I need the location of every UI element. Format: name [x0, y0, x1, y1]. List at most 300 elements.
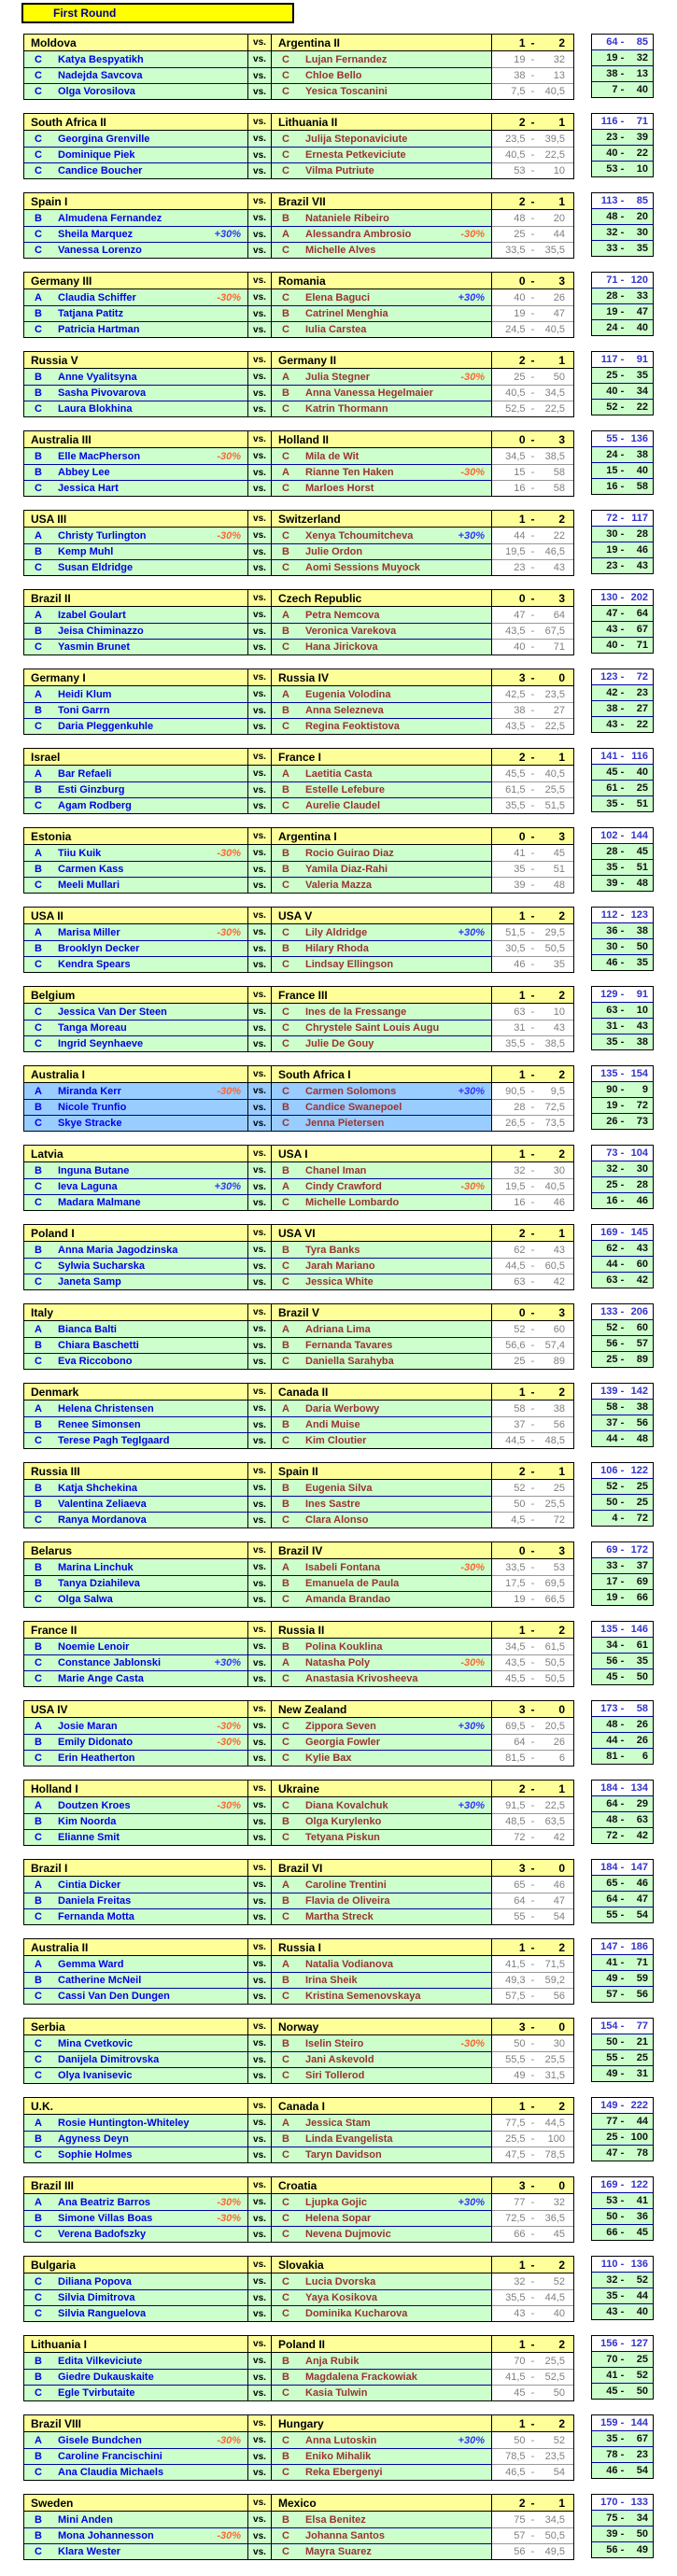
player2-cell[interactable]	[272, 1004, 492, 1020]
match-score-cell[interactable]	[492, 2019, 573, 2034]
player1-cell[interactable]	[24, 2289, 248, 2305]
totals-header-row[interactable]	[592, 273, 653, 288]
player1-cell[interactable]	[24, 2543, 248, 2559]
adjusted-score-row[interactable]	[592, 2049, 653, 2065]
vs-cell[interactable]	[248, 1083, 272, 1099]
player2-cell[interactable]	[272, 51, 492, 67]
adjusted-score-row[interactable]	[592, 1986, 653, 2002]
player2-cell[interactable]	[272, 1353, 492, 1369]
team1-header-cell[interactable]	[24, 1701, 248, 1717]
detail-score-cell[interactable]	[492, 480, 573, 496]
adjusted-score-row[interactable]	[592, 700, 653, 716]
vs-cell[interactable]	[248, 797, 272, 813]
team1-header-cell[interactable]	[24, 2495, 248, 2511]
adjusted-score-row[interactable]	[592, 764, 653, 780]
match-score-cell[interactable]	[492, 749, 573, 765]
match-score-cell[interactable]	[492, 1146, 573, 1161]
vs-cell[interactable]	[248, 1401, 272, 1416]
player1-cell[interactable]	[24, 480, 248, 496]
vs-cell[interactable]	[248, 2051, 272, 2067]
player1-cell[interactable]	[24, 1988, 248, 2004]
detail-score-cell[interactable]	[492, 1559, 573, 1575]
totals-header-row[interactable]	[592, 669, 653, 684]
vs-cell[interactable]	[248, 1274, 272, 1289]
vs-cell[interactable]	[248, 1877, 272, 1893]
player2-cell[interactable]	[272, 1242, 492, 1258]
adjusted-score-row[interactable]	[592, 367, 653, 383]
detail-score-cell[interactable]	[492, 1162, 573, 1178]
player1-cell[interactable]	[24, 369, 248, 385]
player1-cell[interactable]	[24, 2448, 248, 2464]
vs-cell[interactable]	[248, 1654, 272, 1670]
detail-score-cell[interactable]	[492, 543, 573, 559]
adjusted-score-row[interactable]	[592, 637, 653, 653]
team2-header-cell[interactable]	[272, 2415, 492, 2431]
match-score-cell[interactable]	[492, 2098, 573, 2114]
player2-cell[interactable]	[272, 2305, 492, 2321]
vs-cell[interactable]	[248, 2115, 272, 2131]
match-score-cell[interactable]	[492, 1781, 573, 1796]
totals-header-row[interactable]	[592, 1701, 653, 1716]
player2-cell[interactable]	[272, 686, 492, 702]
team2-header-cell[interactable]	[272, 1066, 492, 1082]
player1-cell[interactable]	[24, 1654, 248, 1670]
match-score-cell[interactable]	[492, 114, 573, 130]
totals-header-row[interactable]	[592, 1781, 653, 1795]
player2-cell[interactable]	[272, 1178, 492, 1194]
vs-header-cell[interactable]	[248, 1622, 272, 1638]
player1-cell[interactable]	[24, 2464, 248, 2480]
player2-cell[interactable]	[272, 1829, 492, 1845]
team1-header-cell[interactable]	[24, 1463, 248, 1479]
adjusted-score-row[interactable]	[592, 1081, 653, 1097]
vs-cell[interactable]	[248, 67, 272, 83]
detail-score-cell[interactable]	[492, 1274, 573, 1289]
player1-cell[interactable]	[24, 1337, 248, 1353]
player1-cell[interactable]	[24, 543, 248, 559]
vs-header-cell[interactable]	[248, 1542, 272, 1558]
vs-cell[interactable]	[248, 2527, 272, 2543]
team1-header-cell[interactable]	[24, 35, 248, 50]
match-score-cell[interactable]	[492, 2495, 573, 2511]
match-score-cell[interactable]	[492, 2177, 573, 2193]
vs-cell[interactable]	[248, 1416, 272, 1432]
player2-cell[interactable]	[272, 1559, 492, 1575]
player2-cell[interactable]	[272, 797, 492, 813]
detail-score-cell[interactable]	[492, 1480, 573, 1496]
vs-cell[interactable]	[248, 2385, 272, 2400]
team1-header-cell[interactable]	[24, 2098, 248, 2114]
adjusted-score-row[interactable]	[592, 1351, 653, 1367]
detail-score-cell[interactable]	[492, 1908, 573, 1924]
adjusted-score-row[interactable]	[592, 621, 653, 637]
player1-cell[interactable]	[24, 1877, 248, 1893]
totals-header-row[interactable]	[592, 114, 653, 129]
adjusted-score-row[interactable]	[592, 240, 653, 256]
detail-score-cell[interactable]	[492, 1401, 573, 1416]
adjusted-score-row[interactable]	[592, 2303, 653, 2319]
vs-header-cell[interactable]	[248, 2495, 272, 2511]
team1-header-cell[interactable]	[24, 1304, 248, 1320]
adjusted-score-row[interactable]	[592, 1637, 653, 1653]
team2-header-cell[interactable]	[272, 1542, 492, 1558]
team1-header-cell[interactable]	[24, 193, 248, 209]
team1-header-cell[interactable]	[24, 1146, 248, 1161]
vs-header-cell[interactable]	[248, 1701, 272, 1717]
team2-header-cell[interactable]	[272, 352, 492, 368]
vs-cell[interactable]	[248, 607, 272, 623]
adjusted-score-row[interactable]	[592, 2446, 653, 2462]
vs-cell[interactable]	[248, 1337, 272, 1353]
adjusted-score-row[interactable]	[592, 2113, 653, 2129]
detail-score-cell[interactable]	[492, 401, 573, 416]
team1-header-cell[interactable]	[24, 1939, 248, 1955]
player1-cell[interactable]	[24, 639, 248, 655]
vs-header-cell[interactable]	[248, 1939, 272, 1955]
detail-score-cell[interactable]	[492, 1877, 573, 1893]
adjusted-score-row[interactable]	[592, 303, 653, 319]
player2-cell[interactable]	[272, 1956, 492, 1972]
vs-cell[interactable]	[248, 1432, 272, 1448]
adjusted-score-row[interactable]	[592, 1430, 653, 1446]
team1-header-cell[interactable]	[24, 1384, 248, 1400]
vs-cell[interactable]	[248, 1718, 272, 1734]
totals-header-row[interactable]	[592, 2257, 653, 2272]
vs-cell[interactable]	[248, 877, 272, 893]
adjusted-score-row[interactable]	[592, 319, 653, 335]
player2-cell[interactable]	[272, 1893, 492, 1908]
adjusted-score-row[interactable]	[592, 1732, 653, 1748]
vs-cell[interactable]	[248, 1242, 272, 1258]
player1-cell[interactable]	[24, 226, 248, 242]
adjusted-score-row[interactable]	[592, 2462, 653, 2478]
vs-cell[interactable]	[248, 1639, 272, 1654]
adjusted-score-row[interactable]	[592, 1097, 653, 1113]
detail-score-cell[interactable]	[492, 1639, 573, 1654]
player1-cell[interactable]	[24, 623, 248, 639]
detail-score-cell[interactable]	[492, 1258, 573, 1274]
adjusted-score-row[interactable]	[592, 1954, 653, 1970]
vs-header-cell[interactable]	[248, 352, 272, 368]
vs-cell[interactable]	[248, 924, 272, 940]
vs-cell[interactable]	[248, 1020, 272, 1035]
vs-header-cell[interactable]	[248, 2336, 272, 2352]
detail-score-cell[interactable]	[492, 559, 573, 575]
detail-score-cell[interactable]	[492, 940, 573, 956]
detail-score-cell[interactable]	[492, 369, 573, 385]
adjusted-score-row[interactable]	[592, 383, 653, 399]
vs-cell[interactable]	[248, 401, 272, 416]
player2-cell[interactable]	[272, 131, 492, 147]
detail-score-cell[interactable]	[492, 289, 573, 305]
team2-header-cell[interactable]	[272, 1939, 492, 1955]
player2-cell[interactable]	[272, 2289, 492, 2305]
adjusted-score-row[interactable]	[592, 1192, 653, 1208]
team1-header-cell[interactable]	[24, 352, 248, 368]
vs-cell[interactable]	[248, 1035, 272, 1051]
player2-cell[interactable]	[272, 1654, 492, 1670]
vs-cell[interactable]	[248, 623, 272, 639]
detail-score-cell[interactable]	[492, 1734, 573, 1750]
vs-cell[interactable]	[248, 2067, 272, 2083]
detail-score-cell[interactable]	[492, 2051, 573, 2067]
totals-header-row[interactable]	[592, 1146, 653, 1161]
match-score-cell[interactable]	[492, 1463, 573, 1479]
totals-header-row[interactable]	[592, 511, 653, 526]
vs-cell[interactable]	[248, 289, 272, 305]
detail-score-cell[interactable]	[492, 1083, 573, 1099]
team2-header-cell[interactable]	[272, 2177, 492, 2193]
player1-cell[interactable]	[24, 1004, 248, 1020]
detail-score-cell[interactable]	[492, 1893, 573, 1908]
player1-cell[interactable]	[24, 686, 248, 702]
adjusted-score-row[interactable]	[592, 557, 653, 573]
adjusted-score-row[interactable]	[592, 2065, 653, 2081]
vs-cell[interactable]	[248, 369, 272, 385]
detail-score-cell[interactable]	[492, 1321, 573, 1337]
player1-cell[interactable]	[24, 1718, 248, 1734]
vs-cell[interactable]	[248, 1908, 272, 1924]
detail-score-cell[interactable]	[492, 1496, 573, 1512]
player1-cell[interactable]	[24, 1893, 248, 1908]
team1-header-cell[interactable]	[24, 590, 248, 606]
adjusted-score-row[interactable]	[592, 938, 653, 954]
vs-header-cell[interactable]	[248, 431, 272, 447]
vs-cell[interactable]	[248, 559, 272, 575]
player1-cell[interactable]	[24, 51, 248, 67]
player1-cell[interactable]	[24, 401, 248, 416]
totals-header-row[interactable]	[592, 908, 653, 922]
detail-score-cell[interactable]	[492, 1512, 573, 1527]
vs-cell[interactable]	[248, 861, 272, 877]
player2-cell[interactable]	[272, 2131, 492, 2147]
player1-cell[interactable]	[24, 1639, 248, 1654]
team1-header-cell[interactable]	[24, 1860, 248, 1876]
detail-score-cell[interactable]	[492, 2147, 573, 2162]
player1-cell[interactable]	[24, 1162, 248, 1178]
player1-cell[interactable]	[24, 924, 248, 940]
detail-score-cell[interactable]	[492, 781, 573, 797]
detail-score-cell[interactable]	[492, 686, 573, 702]
vs-header-cell[interactable]	[248, 749, 272, 765]
vs-cell[interactable]	[248, 242, 272, 258]
vs-cell[interactable]	[248, 543, 272, 559]
match-score-cell[interactable]	[492, 1860, 573, 1876]
detail-score-cell[interactable]	[492, 67, 573, 83]
totals-header-row[interactable]	[592, 2019, 653, 2034]
vs-cell[interactable]	[248, 845, 272, 861]
player2-cell[interactable]	[272, 1639, 492, 1654]
player1-cell[interactable]	[24, 2226, 248, 2242]
vs-cell[interactable]	[248, 1813, 272, 1829]
vs-cell[interactable]	[248, 1591, 272, 1607]
match-score-cell[interactable]	[492, 193, 573, 209]
vs-header-cell[interactable]	[248, 2257, 272, 2273]
totals-header-row[interactable]	[592, 2415, 653, 2430]
vs-cell[interactable]	[248, 321, 272, 337]
player1-cell[interactable]	[24, 2432, 248, 2448]
player2-cell[interactable]	[272, 1401, 492, 1416]
vs-cell[interactable]	[248, 305, 272, 321]
team2-header-cell[interactable]	[272, 2336, 492, 2352]
vs-header-cell[interactable]	[248, 511, 272, 527]
totals-header-row[interactable]	[592, 987, 653, 1002]
detail-score-cell[interactable]	[492, 1972, 573, 1988]
player2-cell[interactable]	[272, 1797, 492, 1813]
detail-score-cell[interactable]	[492, 2353, 573, 2369]
player1-cell[interactable]	[24, 2115, 248, 2131]
detail-score-cell[interactable]	[492, 861, 573, 877]
detail-score-cell[interactable]	[492, 2115, 573, 2131]
adjusted-score-row[interactable]	[592, 1240, 653, 1256]
team1-header-cell[interactable]	[24, 669, 248, 685]
vs-cell[interactable]	[248, 1258, 272, 1274]
detail-score-cell[interactable]	[492, 2543, 573, 2559]
player2-cell[interactable]	[272, 2067, 492, 2083]
adjusted-score-row[interactable]	[592, 1034, 653, 1049]
player2-cell[interactable]	[272, 1194, 492, 1210]
vs-header-cell[interactable]	[248, 1225, 272, 1241]
vs-header-cell[interactable]	[248, 1066, 272, 1082]
adjusted-score-row[interactable]	[592, 1018, 653, 1034]
adjusted-score-row[interactable]	[592, 1335, 653, 1351]
team2-header-cell[interactable]	[272, 1463, 492, 1479]
adjusted-score-row[interactable]	[592, 542, 653, 557]
player2-cell[interactable]	[272, 1575, 492, 1591]
team2-header-cell[interactable]	[272, 273, 492, 289]
adjusted-score-row[interactable]	[592, 526, 653, 542]
player2-cell[interactable]	[272, 162, 492, 178]
vs-cell[interactable]	[248, 2131, 272, 2147]
vs-header-cell[interactable]	[248, 987, 272, 1003]
detail-score-cell[interactable]	[492, 2464, 573, 2480]
vs-cell[interactable]	[248, 464, 272, 480]
player2-cell[interactable]	[272, 305, 492, 321]
detail-score-cell[interactable]	[492, 2131, 573, 2147]
adjusted-score-row[interactable]	[592, 2224, 653, 2240]
vs-cell[interactable]	[248, 210, 272, 226]
team1-header-cell[interactable]	[24, 511, 248, 527]
detail-score-cell[interactable]	[492, 2448, 573, 2464]
vs-cell[interactable]	[248, 1512, 272, 1527]
adjusted-score-row[interactable]	[592, 1827, 653, 1843]
player2-cell[interactable]	[272, 2543, 492, 2559]
team2-header-cell[interactable]	[272, 1781, 492, 1796]
player2-cell[interactable]	[272, 2226, 492, 2242]
team1-header-cell[interactable]	[24, 431, 248, 447]
player2-cell[interactable]	[272, 845, 492, 861]
vs-header-cell[interactable]	[248, 114, 272, 130]
player1-cell[interactable]	[24, 1813, 248, 1829]
match-score-cell[interactable]	[492, 590, 573, 606]
totals-header-row[interactable]	[592, 2098, 653, 2113]
team1-header-cell[interactable]	[24, 2019, 248, 2034]
detail-score-cell[interactable]	[492, 845, 573, 861]
player1-cell[interactable]	[24, 1797, 248, 1813]
player2-cell[interactable]	[272, 639, 492, 655]
adjusted-score-row[interactable]	[592, 2208, 653, 2224]
player1-cell[interactable]	[24, 1353, 248, 1369]
vs-cell[interactable]	[248, 1797, 272, 1813]
vs-cell[interactable]	[248, 2147, 272, 2162]
player1-cell[interactable]	[24, 1258, 248, 1274]
player1-cell[interactable]	[24, 1242, 248, 1258]
totals-header-row[interactable]	[592, 2495, 653, 2510]
detail-score-cell[interactable]	[492, 2194, 573, 2210]
player2-cell[interactable]	[272, 877, 492, 893]
player2-cell[interactable]	[272, 242, 492, 258]
adjusted-score-row[interactable]	[592, 1573, 653, 1589]
player1-cell[interactable]	[24, 162, 248, 178]
detail-score-cell[interactable]	[492, 1337, 573, 1353]
detail-score-cell[interactable]	[492, 321, 573, 337]
player1-cell[interactable]	[24, 702, 248, 718]
detail-score-cell[interactable]	[492, 83, 573, 99]
detail-score-cell[interactable]	[492, 2273, 573, 2289]
player2-cell[interactable]	[272, 2353, 492, 2369]
vs-header-cell[interactable]	[248, 2098, 272, 2114]
detail-score-cell[interactable]	[492, 718, 573, 734]
player2-cell[interactable]	[272, 1813, 492, 1829]
team1-header-cell[interactable]	[24, 1542, 248, 1558]
team2-header-cell[interactable]	[272, 2019, 492, 2034]
adjusted-score-row[interactable]	[592, 922, 653, 938]
player2-cell[interactable]	[272, 1274, 492, 1289]
adjusted-score-row[interactable]	[592, 161, 653, 176]
adjusted-score-row[interactable]	[592, 81, 653, 97]
player2-cell[interactable]	[272, 559, 492, 575]
player2-cell[interactable]	[272, 956, 492, 972]
match-score-cell[interactable]	[492, 352, 573, 368]
team2-header-cell[interactable]	[272, 1622, 492, 1638]
player1-cell[interactable]	[24, 1829, 248, 1845]
adjusted-score-row[interactable]	[592, 2287, 653, 2303]
player2-cell[interactable]	[272, 1718, 492, 1734]
adjusted-score-row[interactable]	[592, 1272, 653, 1288]
player1-cell[interactable]	[24, 2194, 248, 2210]
detail-score-cell[interactable]	[492, 1035, 573, 1051]
detail-score-cell[interactable]	[492, 1988, 573, 2004]
detail-score-cell[interactable]	[492, 1099, 573, 1115]
detail-score-cell[interactable]	[492, 2305, 573, 2321]
player2-cell[interactable]	[272, 2385, 492, 2400]
vs-cell[interactable]	[248, 2353, 272, 2369]
player1-cell[interactable]	[24, 2210, 248, 2226]
player2-cell[interactable]	[272, 67, 492, 83]
vs-header-cell[interactable]	[248, 1860, 272, 1876]
player2-cell[interactable]	[272, 2512, 492, 2527]
player1-cell[interactable]	[24, 1750, 248, 1766]
detail-score-cell[interactable]	[492, 1432, 573, 1448]
detail-score-cell[interactable]	[492, 2369, 573, 2385]
team2-header-cell[interactable]	[272, 114, 492, 130]
player1-cell[interactable]	[24, 1083, 248, 1099]
adjusted-score-row[interactable]	[592, 954, 653, 970]
vs-cell[interactable]	[248, 1353, 272, 1369]
adjusted-score-row[interactable]	[592, 2192, 653, 2208]
detail-score-cell[interactable]	[492, 797, 573, 813]
team1-header-cell[interactable]	[24, 2177, 248, 2193]
player2-cell[interactable]	[272, 2527, 492, 2543]
team2-header-cell[interactable]	[272, 1384, 492, 1400]
detail-score-cell[interactable]	[492, 2385, 573, 2400]
team2-header-cell[interactable]	[272, 1304, 492, 1320]
vs-cell[interactable]	[248, 702, 272, 718]
player1-cell[interactable]	[24, 607, 248, 623]
vs-header-cell[interactable]	[248, 35, 272, 50]
match-score-cell[interactable]	[492, 1542, 573, 1558]
detail-score-cell[interactable]	[492, 2512, 573, 2527]
